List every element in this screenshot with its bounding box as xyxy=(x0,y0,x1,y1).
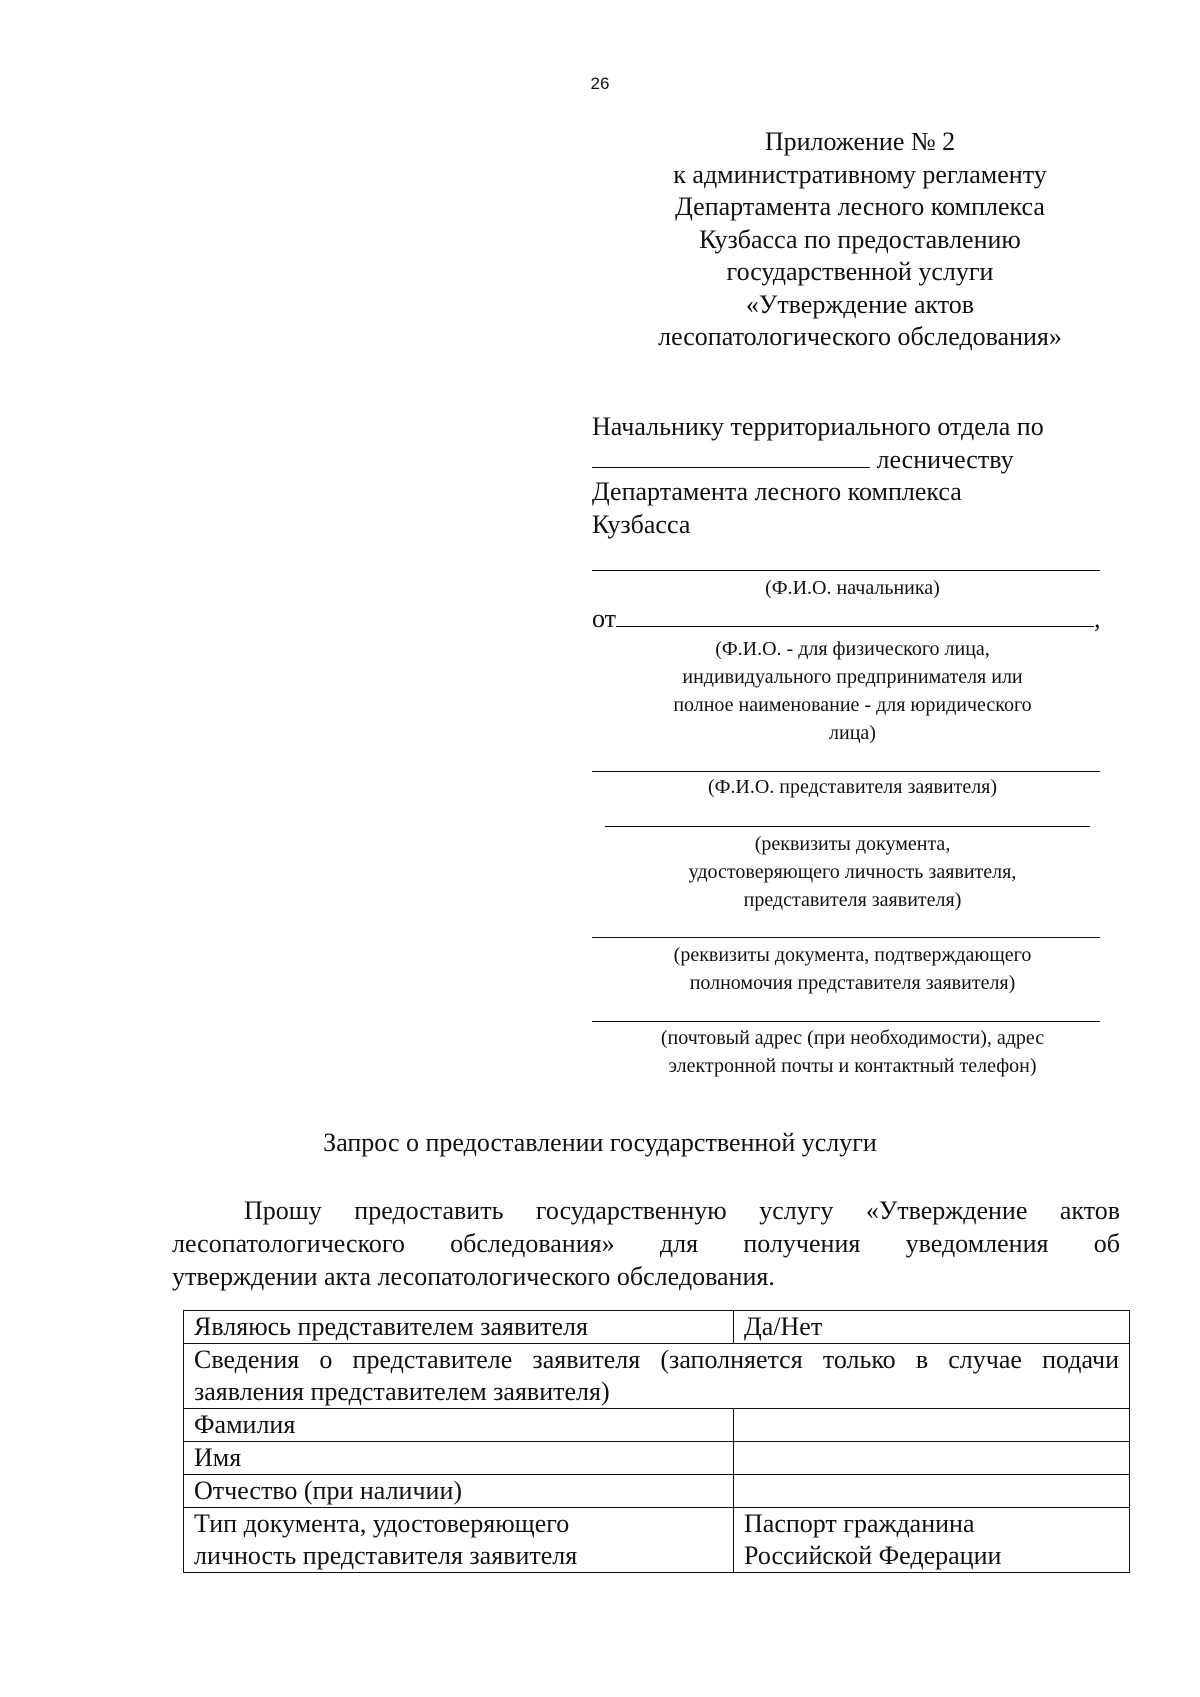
paragraph-line: утверждении акта лесопатологического обследования. xyxy=(172,1262,775,1291)
caption-line: полномочия представителя заявителя) xyxy=(689,972,1016,994)
contact-caption xyxy=(590,1024,1115,1080)
representative-value[interactable]: Да/Нет xyxy=(734,1311,1130,1344)
forestry-blank[interactable] xyxy=(592,443,870,468)
addressee-line-4: Кузбасса xyxy=(592,510,691,539)
from-line xyxy=(592,602,1112,636)
appendix-line: Приложение № 2 xyxy=(764,127,956,156)
request-title: Запрос о предоставлении государственной услуги xyxy=(323,1128,877,1157)
doc-type-value-line: Паспорт гражданина xyxy=(744,1509,975,1538)
from-label: от xyxy=(592,604,617,633)
caption-line: (почтовый адрес (при необходимости), адрес xyxy=(660,1027,1045,1049)
caption-line: (Ф.И.О. - для физического лица, xyxy=(715,638,990,660)
caption-line: электронной почты и контактный телефон) xyxy=(668,1055,1037,1077)
request-paragraph xyxy=(172,1194,1120,1293)
caption-line: (реквизиты документа, xyxy=(754,833,951,855)
caption-line: лица) xyxy=(829,722,876,744)
doc-type-label-line: личность представителя заявителя xyxy=(194,1541,578,1570)
applicant-caption xyxy=(590,635,1115,747)
addressee-line-2 xyxy=(592,443,1112,477)
table-row xyxy=(184,1475,1130,1508)
addressee-line-2-suffix: лесничеству xyxy=(876,445,1014,474)
caption-line: удостоверяющего личность заявителя, xyxy=(688,861,1017,883)
appendix-line: к административному регламенту xyxy=(673,159,1047,189)
table-row xyxy=(184,1508,1130,1573)
appendix-line: государственной услуги xyxy=(726,257,994,286)
caption-line: полное наименование - для юридического xyxy=(673,694,1032,716)
table-row xyxy=(184,1409,1130,1442)
doc-type-label xyxy=(184,1508,734,1573)
patronymic-value[interactable] xyxy=(734,1475,1130,1508)
table-row xyxy=(184,1442,1130,1475)
surname-label: Фамилия xyxy=(184,1409,734,1442)
id-doc-caption xyxy=(590,830,1115,914)
paragraph-line: лесопатологического обследования» для получения уведомления об xyxy=(172,1229,1120,1258)
applicant-name-blank[interactable] xyxy=(616,602,1094,627)
representative-caption: (Ф.И.О. представителя заявителя) xyxy=(707,776,998,798)
surname-value[interactable] xyxy=(734,1409,1130,1442)
contact-blank[interactable] xyxy=(592,1021,1100,1022)
doc-type-label-line: Тип документа, удостоверяющего xyxy=(194,1509,570,1538)
doc-type-value-line: Российской Федерации xyxy=(744,1541,1002,1570)
appendix-line: Кузбасса по предоставлению xyxy=(699,224,1021,254)
name-label: Имя xyxy=(184,1442,734,1475)
table-row xyxy=(184,1344,1130,1409)
addressee-line-3: Департамента лесного комплекса xyxy=(592,477,962,506)
representative-name-blank[interactable] xyxy=(592,771,1100,772)
appendix-header xyxy=(600,126,1120,354)
representative-label: Являюсь представителем заявителя xyxy=(184,1311,734,1344)
section-header-line: заявления представителем заявителя) xyxy=(194,1377,610,1406)
chief-caption: (Ф.И.О. начальника) xyxy=(765,577,940,599)
appendix-line: лесопатологического обследования» xyxy=(658,322,1062,351)
id-doc-blank[interactable] xyxy=(605,826,1090,827)
chief-name-blank[interactable] xyxy=(592,570,1100,571)
authority-doc-blank[interactable] xyxy=(592,937,1100,938)
caption-line: (реквизиты документа, подтверждающего xyxy=(673,944,1032,966)
appendix-line: Департамента лесного комплекса xyxy=(675,192,1045,221)
table-row xyxy=(184,1311,1130,1344)
patronymic-label: Отчество (при наличии) xyxy=(184,1475,734,1508)
from-comma: , xyxy=(1094,604,1101,633)
caption-line: индивидуального предпринимателя или xyxy=(682,666,1023,688)
section-header-line: Сведения о представителе заявителя (заполняется только в случае подачи xyxy=(194,1345,1119,1374)
doc-type-value[interactable] xyxy=(734,1508,1130,1573)
representative-form-table xyxy=(183,1310,1130,1573)
name-value[interactable] xyxy=(734,1442,1130,1475)
addressee-line-1: Начальнику территориального отдела по xyxy=(592,412,1044,441)
paragraph-line: Прошу предоставить государственную услугу «Утверждение актов xyxy=(244,1196,1120,1225)
authority-doc-caption xyxy=(590,941,1115,997)
page-number: 26 xyxy=(590,74,610,93)
appendix-line: «Утверждение актов xyxy=(745,289,975,319)
caption-line: представителя заявителя) xyxy=(743,889,962,911)
section-header xyxy=(184,1344,1130,1409)
